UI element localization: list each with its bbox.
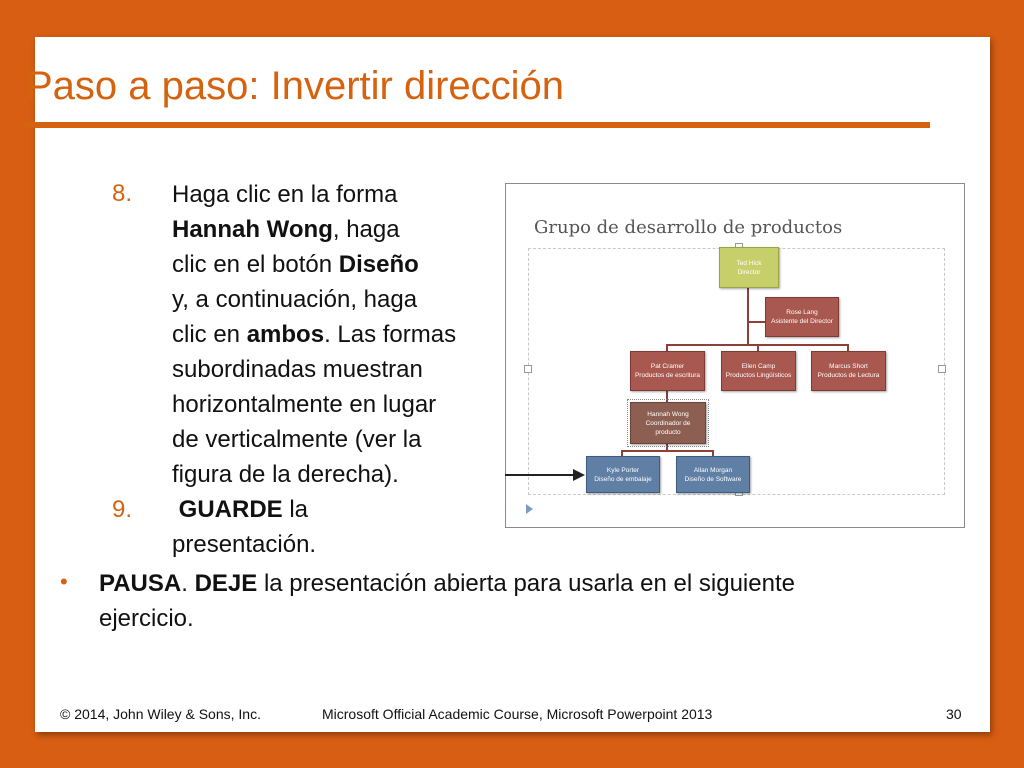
node-role: Coordinador de [645, 419, 691, 427]
bold-run: Hannah Wong [172, 216, 333, 243]
text-run: horizontalmente en lugar [172, 391, 437, 418]
step-9-text [172, 492, 472, 562]
step-9-number: 9. [112, 496, 133, 523]
text-run: . [181, 570, 195, 597]
title-underline [24, 122, 930, 128]
pause-bullet-text [99, 566, 979, 636]
text-line [172, 492, 472, 527]
org-node-pat-cramer[interactable] [630, 351, 705, 391]
step-8-number: 8. [112, 180, 133, 207]
org-node-ted-hick[interactable] [719, 247, 779, 288]
text-line [172, 527, 472, 562]
text-run: subordinadas muestran [172, 356, 423, 383]
org-node-allan-morgan[interactable] [676, 456, 750, 493]
callout-arrow-head-icon [573, 469, 585, 481]
text-run: y, a continuación, haga [172, 286, 418, 313]
slide-title: Paso a paso: Invertir dirección [26, 64, 565, 108]
text-run: de verticalmente (ver la [172, 426, 422, 453]
node-role: Productos Lingüísticos [725, 372, 792, 379]
connector [621, 450, 714, 452]
node-name: Ted Hick [736, 259, 762, 267]
text-run: , haga [332, 216, 400, 243]
step-8-text [172, 177, 512, 492]
footer-page-number: 30 [946, 706, 962, 722]
node-role: Productos de Lectura [817, 372, 880, 379]
text-line [172, 457, 512, 492]
node-name: Rose Lang [786, 309, 818, 316]
text-run: ejercicio. [99, 605, 194, 632]
node-name: Pat Cramer [650, 363, 685, 370]
text-run: . Las formas [324, 321, 457, 348]
node-role: Diseño de Software [684, 475, 742, 483]
node-name: Kyle Porter [606, 466, 640, 474]
bullet-symbol: • [60, 569, 68, 594]
node-role: Productos de escritura [634, 372, 701, 379]
footer-copyright: © 2014, John Wiley & Sons, Inc. [60, 706, 261, 722]
resize-handle-left[interactable] [524, 365, 532, 373]
bold-run: ambos [246, 321, 325, 348]
footer-course: Microsoft Official Academic Course, Microsoft Powerpoint 2013 [322, 706, 713, 722]
text-run: figura de la derecha). [172, 461, 399, 488]
org-node-marcus-short[interactable] [811, 351, 886, 391]
text-run: la [282, 496, 309, 523]
bold-run: GUARDE [172, 496, 283, 523]
bold-run: PAUSA [99, 570, 182, 597]
bold-run: Diseño [338, 251, 419, 278]
text-line [172, 247, 512, 282]
node-role-cont: producto [655, 428, 681, 436]
text-line [99, 566, 979, 601]
text-line [172, 317, 512, 352]
text-line [172, 282, 512, 317]
node-role: Asistente del Director [771, 318, 833, 325]
node-name: Hannah Wong [647, 410, 689, 418]
text-line [172, 387, 512, 422]
text-run: la presentación abierta para usarla en el siguiente [257, 570, 795, 597]
node-role: Director [737, 268, 761, 276]
callout-arrow-line [505, 474, 575, 476]
text-run: Haga clic en la forma [172, 181, 398, 208]
text-line [172, 177, 512, 212]
text-run: clic en el botón [172, 251, 339, 278]
bold-run: DEJE [194, 570, 258, 597]
text-line [172, 212, 512, 247]
text-line [172, 422, 512, 457]
org-node-ellen-camp[interactable] [721, 351, 796, 391]
text-line [99, 601, 979, 636]
text-run: presentación. [172, 531, 317, 558]
node-role: Diseño de embalaje [594, 475, 652, 483]
resize-handle-right[interactable] [938, 365, 946, 373]
node-name: Ellen Camp [741, 363, 776, 370]
node-name: Allan Morgan [693, 466, 733, 474]
org-node-kyle-porter[interactable] [586, 456, 660, 493]
text-pane-arrow-icon[interactable] [526, 504, 533, 514]
text-run: clic en [172, 321, 247, 348]
node-name: Marcus Short [829, 363, 868, 370]
org-node-hannah-wong[interactable] [630, 402, 706, 444]
figure-title: Grupo de desarrollo de productos [534, 217, 843, 238]
connector [747, 286, 749, 346]
text-line [172, 352, 512, 387]
connector [749, 321, 765, 323]
org-node-rose-lang[interactable] [765, 297, 839, 337]
